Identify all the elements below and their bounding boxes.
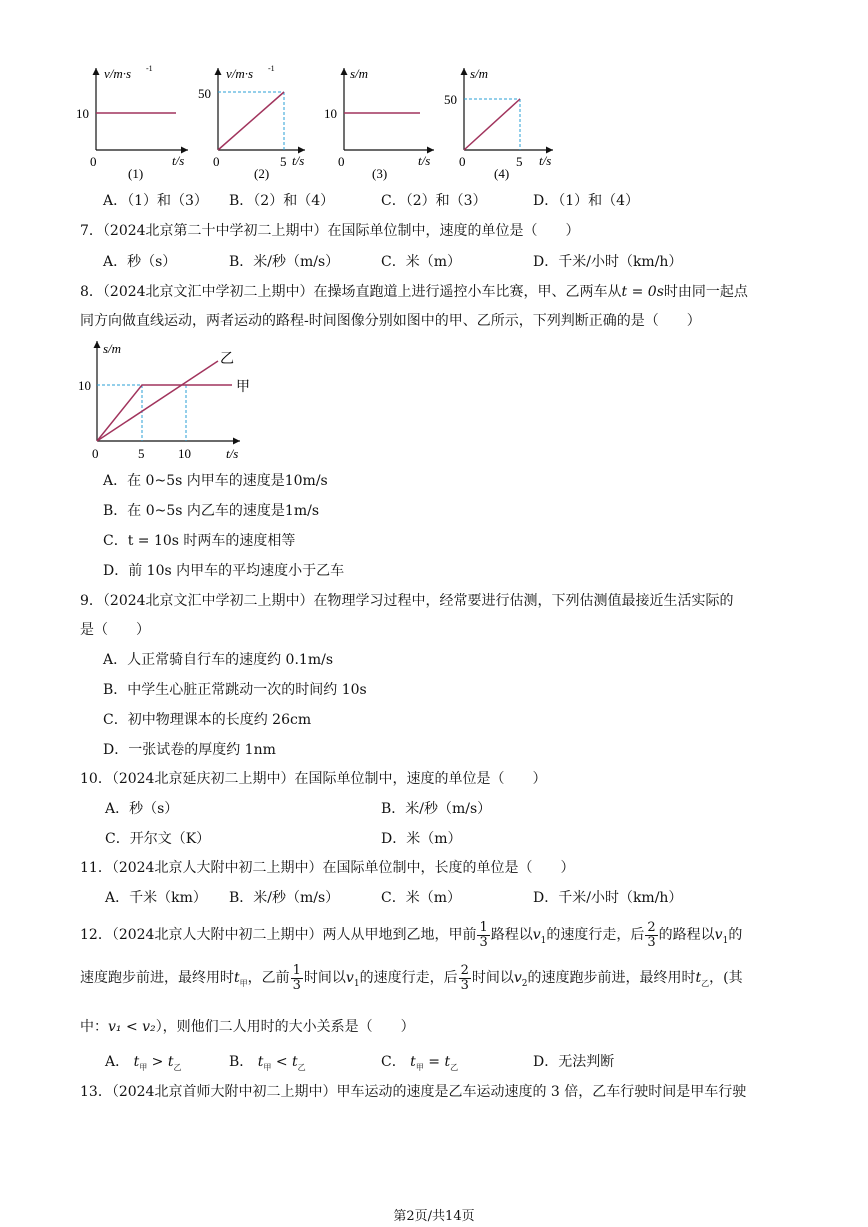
graph-3-origin: 0 (338, 154, 345, 169)
q8-graph-xtick-5: 5 (138, 446, 145, 461)
graph-4-xtick: 5 (516, 154, 523, 169)
fraction-one-third: $\frac{1}{3}$ (479, 919, 488, 950)
q10-option-c[interactable]: C．开尔文（K） (105, 831, 211, 847)
q8-graph-xtick-10: 10 (178, 446, 191, 461)
fraction-two-thirds: $\frac{2}{3}$ (647, 919, 656, 950)
graph-3-caption: (3) (372, 166, 388, 181)
q8-stem-line2: 同方向做直线运动，两者运动的路程-时间图像分别如图中的甲、乙所示，下列判断正确的是（ ） (80, 313, 701, 329)
graph-3 (324, 66, 434, 181)
q10-option-d[interactable]: D．米（m） (381, 831, 462, 847)
q8-option-a[interactable]: A．在 0~5s 内甲车的速度是10m/s (103, 473, 328, 489)
graph-4-origin: 0 (459, 154, 466, 169)
q12-option-d[interactable]: D．无法判断 (533, 1054, 615, 1070)
q13-stem: 13．（2024北京首师大附中初二上期中）甲车运动的速度是乙车运动速度的 3 倍，乙车行驶时间是甲车行驶 (80, 1084, 747, 1100)
svg-text:-1: -1 (146, 64, 153, 73)
q11-option-c[interactable]: C．米（m） (381, 890, 461, 906)
q6-option-d[interactable]: D．（1）和（4） (533, 193, 640, 209)
graph-3-ylabel: s/m (350, 66, 369, 81)
q8-option-b[interactable]: B．在 0~5s 内乙车的速度是1m/s (103, 503, 320, 519)
graph-4-caption: (4) (494, 166, 510, 181)
q11-option-a[interactable]: A．千米（km） (105, 890, 207, 906)
q12-stem-line3: 中：v₁ < v₂），则他们二人用时的大小关系是（ ） (80, 1019, 415, 1035)
q7-option-c[interactable]: C．米（m） (381, 254, 461, 270)
q9-stem-line2: 是（ ） (80, 622, 150, 638)
graph-4 (444, 66, 553, 181)
q10-stem: 10．（2024北京延庆初二上期中）在国际单位制中，速度的单位是（ ） (80, 771, 547, 787)
graph-1-ytick: 10 (76, 106, 89, 121)
q9-option-c[interactable]: C．初中物理课本的长度约 26cm (103, 712, 312, 728)
q12-option-b[interactable]: B． $t_甲 < t_乙$ (229, 1054, 306, 1072)
q8-option-c[interactable]: C．t = 10s 时两车的速度相等 (103, 533, 296, 549)
graph-1-xlabel: t/s (172, 153, 185, 168)
q10-option-a[interactable]: A．秒（s） (105, 801, 179, 817)
q8-line-jia (97, 385, 232, 441)
q10-option-b[interactable]: B．米/秒（m/s） (381, 801, 492, 817)
graph-2-xtick: 5 (280, 154, 287, 169)
q8-graph-ylabel: s/m (103, 341, 122, 356)
q8-graph-label-yi: 乙 (220, 352, 234, 367)
graph-1 (76, 64, 188, 181)
graph-3-xlabel: t/s (418, 153, 431, 168)
graph-4-ylabel: s/m (470, 66, 489, 81)
q9-option-b[interactable]: B．中学生心脏正常跳动一次的时间约 10s (103, 682, 367, 698)
q8-graph-origin: 0 (92, 446, 99, 461)
q6-option-c[interactable]: C．（2）和（3） (381, 193, 487, 209)
graph-2-ylabel: v/m·s (226, 66, 254, 81)
q7-option-a[interactable]: A．秒（s） (103, 254, 177, 270)
graph-2-xlabel: t/s (292, 153, 305, 168)
svg-text:-1: -1 (268, 64, 275, 73)
q9-option-d[interactable]: D．一张试卷的厚度约 1nm (103, 742, 276, 758)
graph-2-ytick: 50 (198, 86, 211, 101)
graph-2-origin: 0 (213, 154, 220, 169)
graph-1-caption: (1) (128, 166, 144, 181)
page-footer: 第2页/共14页 (393, 1209, 475, 1224)
graph-4-xlabel: t/s (539, 153, 552, 168)
graph-1-ylabel: v/m·s (104, 66, 132, 81)
graph-2-line (218, 92, 284, 150)
q8-option-d[interactable]: D．前 10s 内甲车的平均速度小于乙车 (103, 563, 345, 579)
q8-line-yi (97, 361, 218, 441)
q11-stem: 11．（2024北京人大附中初二上期中）在国际单位制中，长度的单位是（ ） (80, 860, 575, 876)
q12-option-a[interactable]: A． $t_甲 > t_乙$ (105, 1054, 182, 1072)
q8-graph-label-jia: 甲 (236, 380, 250, 395)
q8-graph-xlabel: t/s (226, 446, 239, 461)
graph-4-ytick: 50 (444, 92, 457, 107)
q7-stem: 7．（2024北京第二十中学初二上期中）在国际单位制中，速度的单位是（ ） (80, 223, 580, 239)
q6-option-b[interactable]: B．（2）和（4） (229, 193, 335, 209)
q12-option-c[interactable]: C． $t_甲 = t_乙$ (381, 1054, 459, 1072)
q11-option-d[interactable]: D．千米/小时（km/h） (533, 890, 683, 906)
q8-graph-ytick: 10 (78, 378, 91, 393)
q7-option-b[interactable]: B．米/秒（m/s） (229, 254, 340, 270)
q12-stem-line1: 12．（2024北京人大附中初二上期中）两人从甲地到乙地，甲前 $\frac{1}{3}$ 路程以$v_1$的速度行走，后 $\frac{2}{3}$ 的路程以$v_1$的 (80, 919, 743, 950)
q6-option-a[interactable]: A．（1）和（3） (103, 193, 208, 209)
graph-2-caption: (2) (254, 166, 270, 181)
q12-stem-line2: 速度跑步前进，最终用时$t_甲$，乙前 $\frac{1}{3}$ 时间以$v_1$的速度行走，后 $\frac{2}{3}$ 时间以$v_2$的速度跑步前进，最终用时$t_乙$，(其 (80, 962, 743, 993)
graph-4-line (464, 99, 520, 150)
q7-option-d[interactable]: D．千米/小时（km/h） (533, 254, 683, 270)
q9-stem-line1: 9．（2024北京文汇中学初二上期中）在物理学习过程中，经常要进行估测，下列估测值最接近生活实际的 (80, 593, 734, 609)
graph-3-ytick: 10 (324, 106, 337, 121)
q6-graphs (0, 0, 868, 190)
q8-stem-line1: 8．（2024北京文汇中学初二上期中）在操场直跑道上进行遥控小车比赛，甲、乙两车从t = 0s时由同一起点 (80, 284, 748, 300)
graph-2 (198, 64, 305, 181)
q9-option-a[interactable]: A．人正常骑自行车的速度约 0.1m/s (103, 652, 334, 668)
q8-graph (70, 335, 270, 465)
q11-option-b[interactable]: B．米/秒（m/s） (229, 890, 340, 906)
graph-1-origin: 0 (90, 154, 97, 169)
